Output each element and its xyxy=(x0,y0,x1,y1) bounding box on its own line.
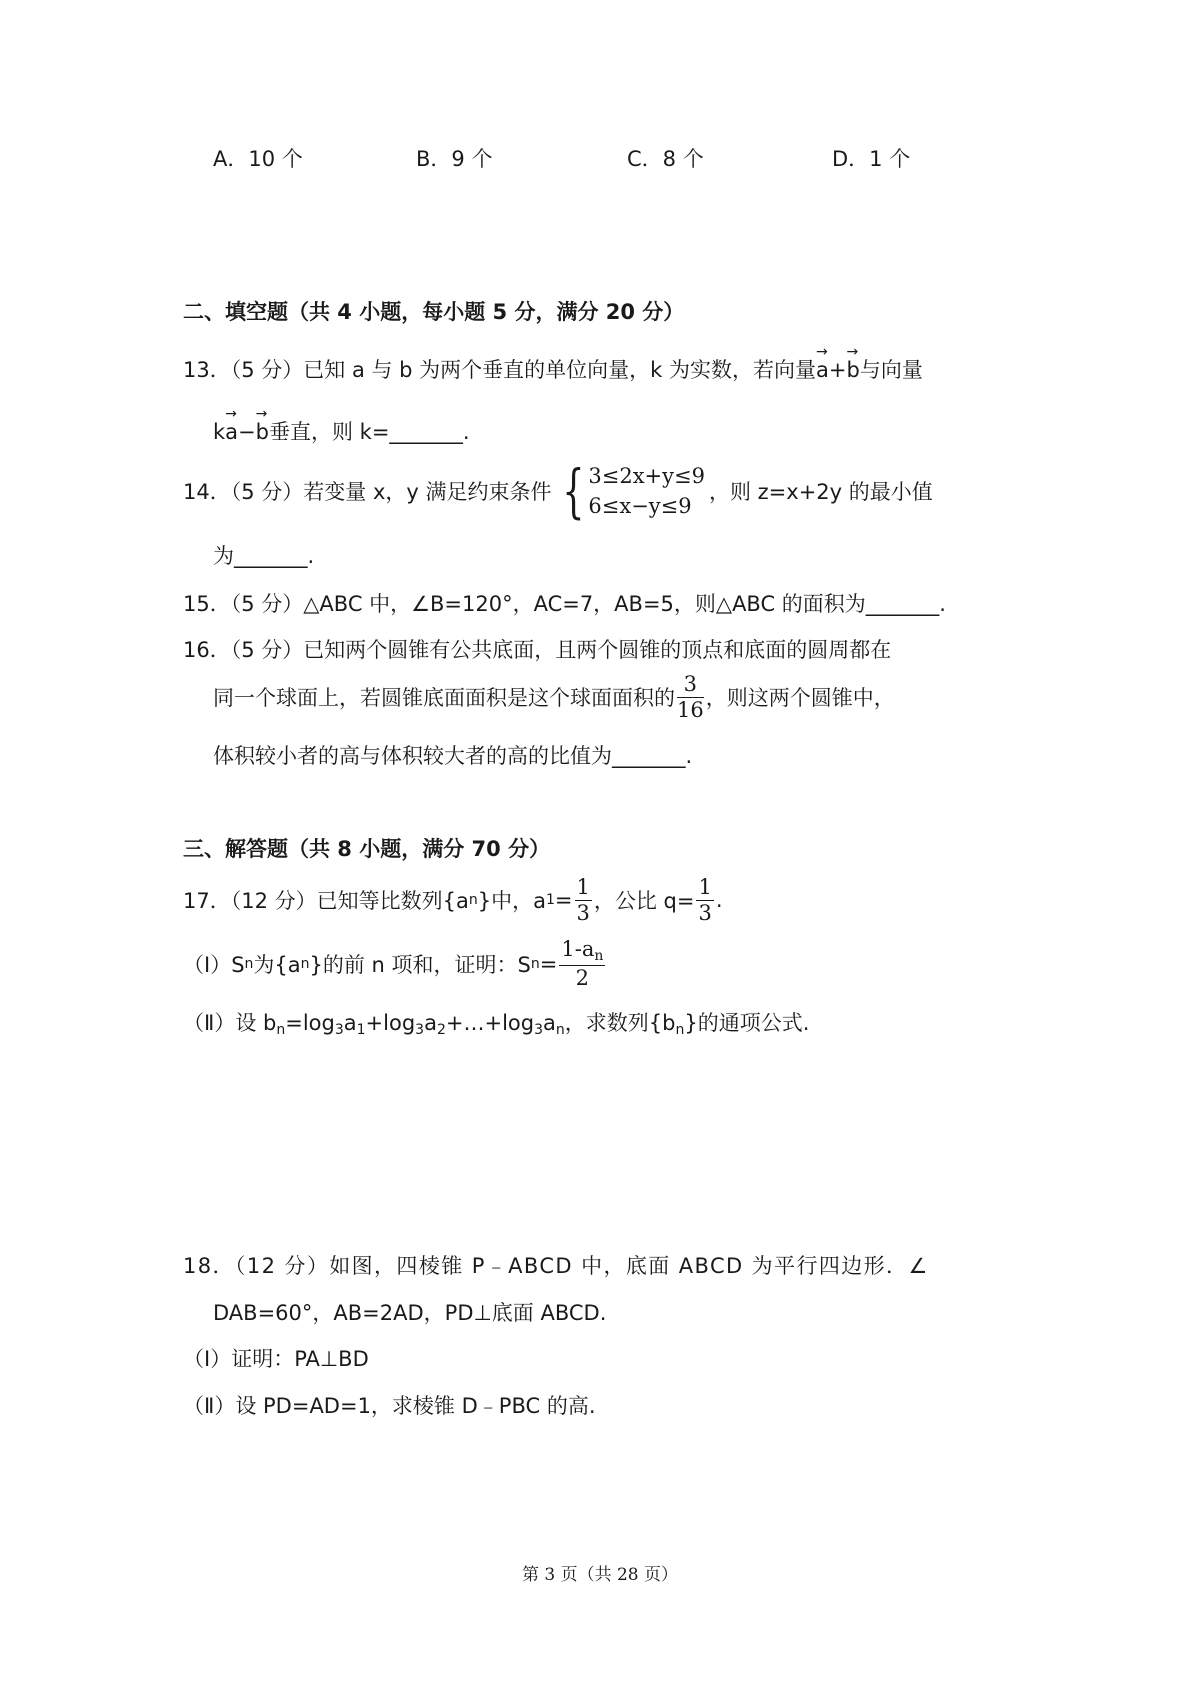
q18-part1: （Ⅰ）证明：PA⊥BD xyxy=(183,1347,369,1371)
q17-p1-text2: }的前 n 项和，证明：S xyxy=(309,953,531,977)
constraint-2: 6≤x−y≤9 xyxy=(588,494,692,518)
q13-text1: 已知 a 与 b 为两个垂直的单位向量，k 为实数，若向量 xyxy=(303,358,816,382)
question-18 xyxy=(183,1250,929,1280)
sn-numerator: $1-a_n$ xyxy=(561,937,604,964)
q17-part2: （Ⅱ）设 $b_n=\log_3a_1+\log_3a_2+\dots+\log_3a_n$，求数列$\{b_n\}$的通项公式. xyxy=(183,1011,810,1038)
question-16-line2 xyxy=(213,672,895,722)
vector-a: → a xyxy=(816,358,829,382)
q14-text2: ，则 z=x+2y 的最小值 xyxy=(708,480,933,504)
q17-text2: }中，a xyxy=(477,889,546,913)
q14-text3: 为_______. xyxy=(213,544,315,568)
choice-d: D．1 个 xyxy=(832,147,911,171)
q13-minus: − xyxy=(238,420,256,444)
sub-n: n xyxy=(530,956,540,972)
q13-text3: 垂直，则 k=_______. xyxy=(269,420,470,444)
choice-a: A．10 个 xyxy=(213,147,303,171)
q17-p1-eq: = xyxy=(539,952,558,976)
q15-text: △ABC 中，∠B=120°，AC=7，AB=5，则△ABC 的面积为_______. xyxy=(303,592,946,616)
choice-c: C．8 个 xyxy=(627,147,704,171)
q13-plus: + xyxy=(828,358,847,382)
q17-p2-label: （Ⅱ）设 b xyxy=(183,1011,277,1035)
q17-part1 xyxy=(183,937,607,991)
q-denominator: 3 xyxy=(698,900,712,925)
question-14 xyxy=(183,457,933,525)
q13-text2: 与向量 xyxy=(859,358,923,382)
question-16 xyxy=(183,634,891,664)
q17-p1-text: 为{a xyxy=(253,953,301,977)
sub-n: n xyxy=(468,892,478,908)
q16-line3: 体积较小者的高与体积较大者的高的比值为_______. xyxy=(213,744,693,768)
q16-line1: 已知两个圆锥有公共底面，且两个圆锥的顶点和底面的圆周都在 xyxy=(303,638,892,662)
q13-number: 13．（5 分） xyxy=(183,358,304,382)
a1-numerator: 1 xyxy=(576,874,590,899)
q18-line1: 如图，四棱锥 P﹣ABCD 中，底面 ABCD 为平行四边形．∠ xyxy=(329,1254,929,1278)
q17-number: 17．（12 分） xyxy=(183,889,317,913)
frac-denominator: 16 xyxy=(677,697,704,722)
q17-eq: = xyxy=(554,888,573,912)
choice-b: B．9 个 xyxy=(416,147,493,171)
fraction-q xyxy=(696,874,713,925)
q18-line2: DAB=60°，AB=2AD，PD⊥底面 ABCD. xyxy=(213,1301,607,1325)
q17-text3: ，公比 q= xyxy=(593,889,695,913)
q-numerator: 1 xyxy=(698,874,712,899)
constraint-1: 3≤2x+y≤9 xyxy=(588,464,705,488)
q17-p1-label: （Ⅰ）S xyxy=(183,953,245,977)
sub-1: 1 xyxy=(545,892,555,908)
sub-n: n xyxy=(300,956,310,972)
constraint-system xyxy=(555,457,705,525)
q14-text1: 若变量 x，y 满足约束条件 xyxy=(303,480,552,504)
question-13-line2 xyxy=(213,416,470,446)
section3-title: 三、解答题（共 8 小题，满分 70 分） xyxy=(183,837,551,861)
q18-part2: （Ⅱ）设 PD=AD=1，求棱锥 D﹣PBC 的高. xyxy=(183,1394,596,1418)
q14-number: 14．（5 分） xyxy=(183,480,304,504)
a1-denominator: 3 xyxy=(576,900,590,925)
question-15 xyxy=(183,588,946,618)
q16-number: 16．（5 分） xyxy=(183,638,304,662)
vector-b: → b xyxy=(846,358,859,382)
q16-line2b: ，则这两个圆锥中， xyxy=(705,686,895,710)
sub-n: n xyxy=(244,956,254,972)
question-13 xyxy=(183,354,923,384)
section2-title: 二、填空题（共 4 小题，每小题 5 分，满分 20 分） xyxy=(183,300,685,324)
fraction-a1 xyxy=(575,874,592,925)
question-17 xyxy=(183,875,723,925)
fraction-sn xyxy=(559,939,605,989)
sn-denominator: 2 xyxy=(575,966,590,990)
frac-numerator: 3 xyxy=(677,674,704,698)
q17-end: . xyxy=(715,888,723,912)
vector-b-2: → b xyxy=(256,420,269,444)
vector-a-2: → a xyxy=(225,420,238,444)
q15-number: 15．（5 分） xyxy=(183,592,304,616)
q17-text1: 已知等比数列{a xyxy=(316,889,469,913)
q13-k: k xyxy=(213,420,226,444)
q18-number: 18．（12 分） xyxy=(183,1254,330,1278)
brace-icon: { xyxy=(562,457,586,525)
q16-line2a: 同一个球面上，若圆锥底面面积是这个球面面积的 xyxy=(213,686,675,710)
fraction-3-16 xyxy=(677,671,704,722)
page-footer: 第 3 页（共 28 页） xyxy=(521,1565,679,1585)
